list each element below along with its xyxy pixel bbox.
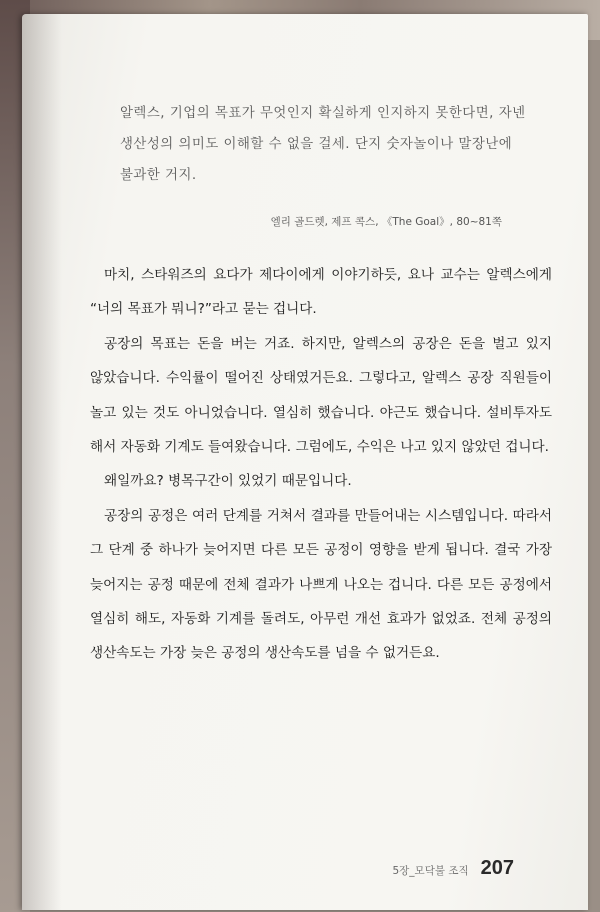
paragraph: 공장의 공정은 여러 단계를 거쳐서 결과를 만들어내는 시스템입니다. 따라서 그 단계 중 하나가 늦어지면 다른 모든 공정이 영향을 받게 됩니다. 결국 가장 늦어지는 공정 때문에 전체 결과가 나쁘게 나오는 겁니다. 다른 모든 공정에서 열심히 해도, 자동화 기계를 돌려도, 아무런 개선 효과가 없었죠. 전체 공정의 생산속도는 가장 늦은 공정의 생산속도를 넘을 수 없거든요.: [90, 507, 552, 662]
epigraph-source: 엘리 골드렛, 제프 콕스, 《The Goal》, 80~81쪽: [270, 216, 502, 228]
paragraph: 마치, 스타워즈의 요다가 제다이에게 이야기하듯, 요나 교수는 알렉스에게 “너의 목표가 뭐니?”라고 묻는 겁니다.: [90, 267, 552, 318]
paragraph: 왜일까요? 병목구간이 있었기 때문입니다.: [104, 473, 352, 490]
book-page: [22, 14, 588, 910]
chapter-label: 5장_모닥불 조직: [392, 865, 469, 877]
page-number: 207: [480, 857, 514, 879]
page-gutter-shade: [22, 14, 62, 910]
epigraph-quote: 알렉스, 기업의 목표가 무엇인지 확실하게 인지하지 못한다면, 자넨 생산성의 의미도 이해할 수 없을 걸세. 단지 숫자놀이나 말장난에 불과한 거지.: [120, 106, 526, 183]
page-footer: [392, 857, 514, 880]
body-text: [90, 258, 552, 671]
paragraph: 공장의 목표는 돈을 버는 거죠. 하지만, 알렉스의 공장은 돈을 벌고 있지 않았습니다. 수익률이 떨어진 상태였거든요. 그렇다고, 알렉스 공장 직원들이 놀고 있는 것도 아니었습니다. 열심히 했습니다. 야근도 했습니다. 설비투자도 해서 자동화 기계도 들여왔습니다. 그럼에도, 수익은 나고 있지 않았던 겁니다.: [90, 335, 552, 456]
